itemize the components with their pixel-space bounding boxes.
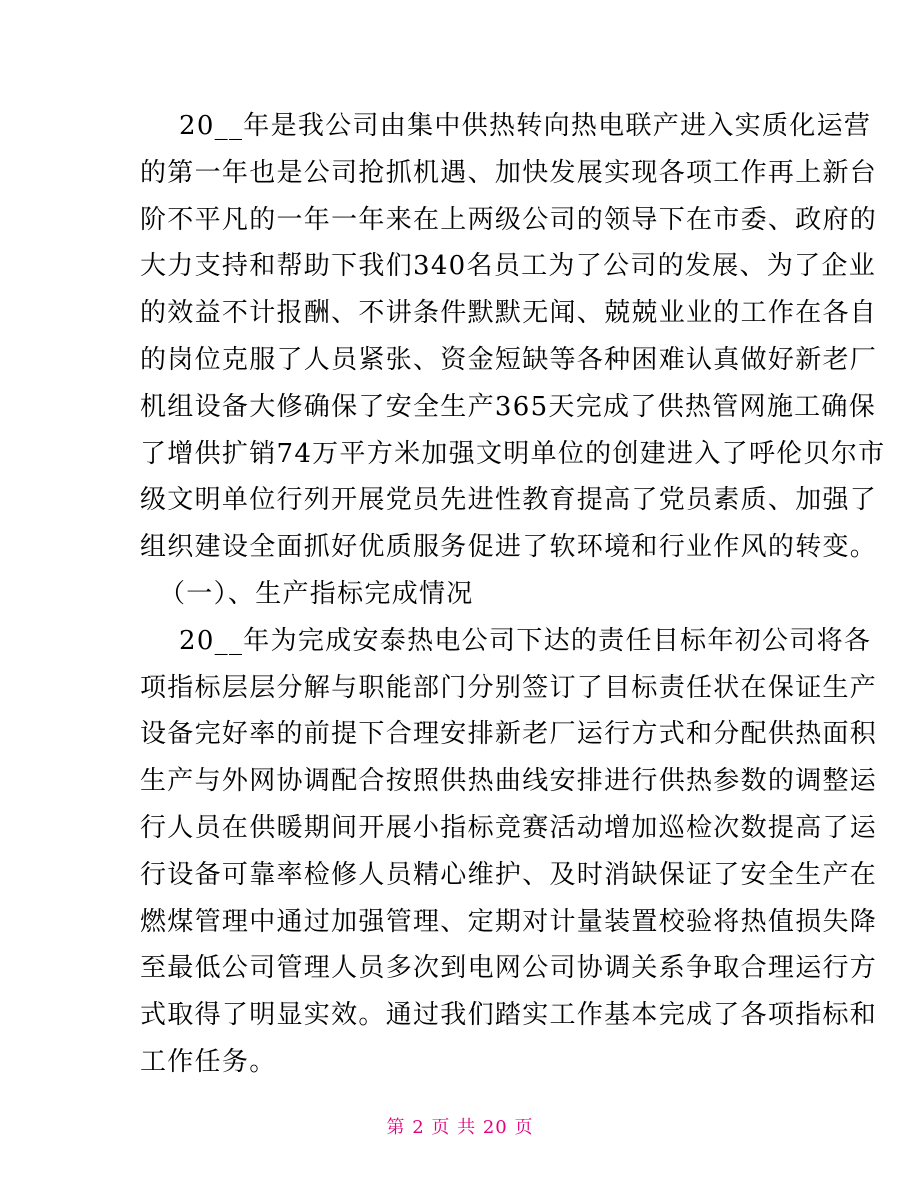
paragraph-2: [140, 618, 878, 1086]
paragraph-1-line: 组织建设全面抓好优质服务促进了软环境和行业作风的转变。: [140, 532, 878, 563]
paragraph-2-line: 燃煤管理中通过加强管理、定期对计量装置校验将热值损失降: [140, 906, 878, 937]
paragraph-1-line: 的岗位克服了人员紧张、资金短缺等各种困难认真做好新老厂: [140, 344, 878, 375]
paragraph-2-line: 生产与外网协调配合按照供热曲线安排进行供热参数的调整运: [140, 766, 878, 797]
paragraph-1-line: 大力支持和帮助下我们340名员工为了公司的发展、为了企业: [140, 251, 877, 282]
section-heading: （一）、生产指标完成情况: [159, 578, 474, 609]
document-body: [140, 103, 886, 1086]
paragraph-2-line: 20__年为完成安泰热电公司下达的责任目标年初公司将各: [179, 625, 872, 656]
page-footer: 第 2 页 共 20 页: [386, 1117, 534, 1138]
paragraph-1-line: 的效益不计报酬、不讲条件默默无闻、兢兢业业的工作在各自: [140, 298, 878, 329]
paragraph-1-line: 了增供扩销74万平方米加强文明单位的创建进入了呼伦贝尔市: [140, 438, 886, 469]
paragraph-2-line: 至最低公司管理人员多次到电网公司协调关系争取合理运行方: [140, 953, 878, 984]
paragraph-1-line: 的第一年也是公司抢抓机遇、加快发展实现各项工作再上新台: [140, 157, 878, 188]
paragraph-2-line: 项指标层层分解与职能部门分别签订了目标责任状在保证生产: [140, 672, 878, 703]
paragraph-1-line: 20__年是我公司由集中供热转向热电联产进入实质化运营: [179, 111, 872, 141]
paragraph-1-line: 机组设备大修确保了安全生产365天完成了供热管网施工确保: [140, 391, 877, 422]
paragraph-1-line: 级文明单位行列开展党员先进性教育提高了党员素质、加强了: [140, 485, 878, 516]
paragraph-1-line: 阶不平凡的一年一年来在上两级公司的领导下在市委、政府的: [140, 204, 878, 235]
paragraph-2-line: 行人员在供暖期间开展小指标竞赛活动增加巡检次数提高了运: [140, 812, 878, 843]
paragraph-1: [140, 103, 886, 571]
paragraph-2-line: 工作任务。: [140, 1046, 277, 1077]
paragraph-2-line: 式取得了明显实效。通过我们踏实工作基本完成了各项指标和: [140, 1000, 878, 1031]
paragraph-2-line: 行设备可靠率检修人员精心维护、及时消缺保证了安全生产在: [140, 859, 878, 890]
paragraph-2-line: 设备完好率的前提下合理安排新老厂运行方式和分配供热面积: [140, 719, 878, 750]
